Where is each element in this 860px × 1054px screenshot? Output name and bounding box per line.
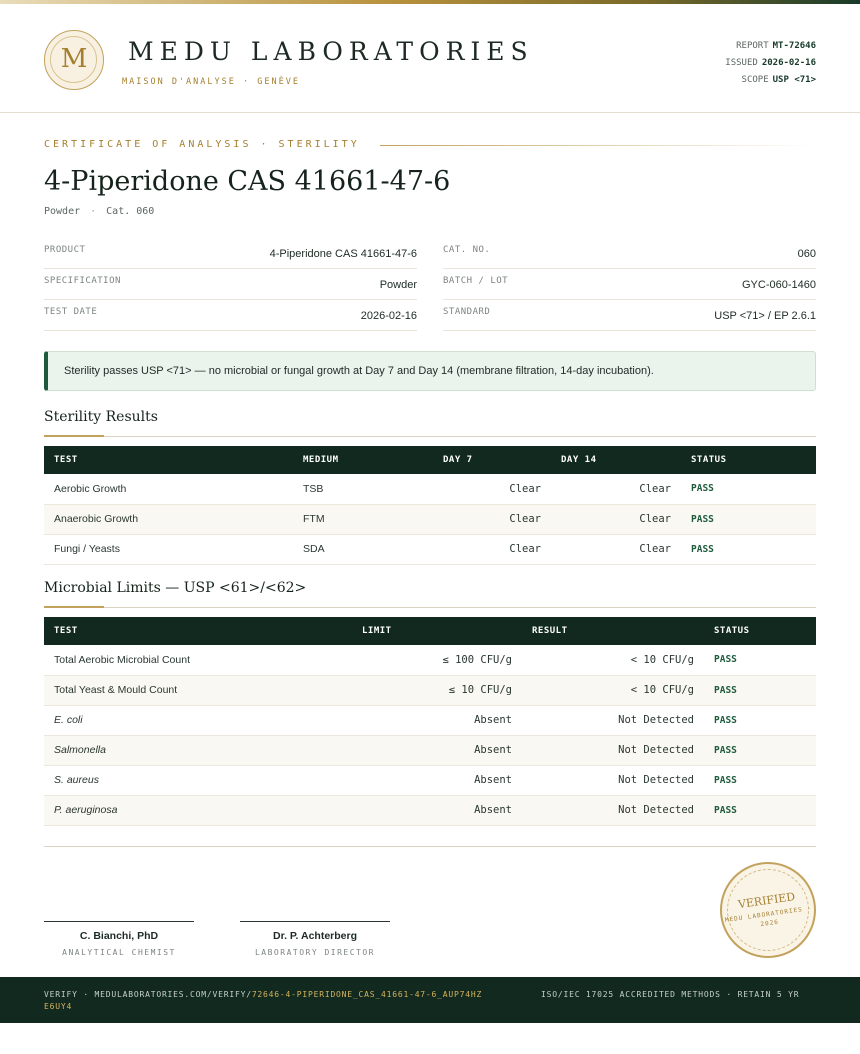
info-grid-right <box>443 238 816 331</box>
sterility-section-accent <box>44 435 104 437</box>
report-id: MT-72646 <box>772 41 816 51</box>
status-badge: PASS <box>681 534 816 564</box>
table-row: Fungi / Yeasts SDA Clear Clear PASS <box>44 534 816 564</box>
status-badge: PASS <box>704 645 816 675</box>
seal-subtitle: MEDU LABORATORIES · 2026 <box>724 904 813 929</box>
issued-line: ISSUED 2026-02-16 <box>725 58 816 68</box>
microbial-section-rule <box>44 607 816 608</box>
info-row-test-date: TEST DATE 2026-02-16 <box>44 300 417 331</box>
table-row: E. coli Absent Not Detected PASS <box>44 705 816 735</box>
sterility-section-rule <box>44 436 816 437</box>
signatory-name: Dr. P. Achterberg <box>272 930 358 942</box>
table-row: S. aureus Absent Not Detected PASS <box>44 765 816 795</box>
status-badge: PASS <box>681 504 816 534</box>
signatory-role: LABORATORY DIRECTOR <box>254 948 375 957</box>
page-header <box>0 4 860 113</box>
signature-divider <box>44 846 816 847</box>
table-row: Total Yeast & Mould Count ≤ 10 CFU/g < 10 CFU/g PASS <box>44 675 816 705</box>
table-row: Salmonella Absent Not Detected PASS <box>44 735 816 765</box>
report-id-line: REPORT MT-72646 <box>736 41 816 51</box>
verify-code: 72646-4-PIPERIDONE_CAS_41661-47-6_AUP74HZE6UY4 <box>44 990 483 1011</box>
sterility-section-title: Sterility Results <box>44 409 158 425</box>
table-row: Anaerobic Growth FTM Clear Clear PASS <box>44 504 816 534</box>
brand-tagline: MAISON D'ANALYSE · GENÈVE <box>122 77 300 87</box>
sterility-table <box>44 446 816 565</box>
table-row: P. aeruginosa Absent Not Detected PASS <box>44 795 816 825</box>
microbial-section-accent <box>44 606 104 608</box>
microbial-section-title: Microbial Limits — USP <61>/<62> <box>44 580 307 596</box>
info-row-cat-no: CAT. NO. 060 <box>443 238 816 269</box>
status-badge: PASS <box>704 795 816 825</box>
status-badge: PASS <box>704 675 816 705</box>
table-header-row: TEST MEDIUM DAY 7 DAY 14 STATUS <box>44 446 816 474</box>
report-meta <box>725 38 816 89</box>
microbial-limits-table <box>44 617 816 826</box>
verified-seal-icon <box>720 862 816 958</box>
signatory-role: ANALYTICAL CHEMIST <box>62 948 176 957</box>
product-catalog: Cat. 060 <box>106 206 155 217</box>
issued-date: 2026-02-16 <box>761 58 816 68</box>
table-header-row: TEST LIMIT RESULT STATUS <box>44 617 816 645</box>
kicker-divider <box>380 145 816 146</box>
scope-line: SCOPE USP <71> <box>741 75 816 85</box>
info-row-batch: BATCH / LOT GYC-060-1460 <box>443 269 816 300</box>
page-title: 4-Piperidone CAS 41661-47-6 <box>44 166 451 197</box>
signature-block-director <box>240 921 390 957</box>
certificate-kicker: CERTIFICATE OF ANALYSIS · STERILITY <box>44 139 360 150</box>
accreditation-note: ISO/IEC 17025 ACCREDITED METHODS · RETAIN 5 YR <box>541 990 800 999</box>
verify-link[interactable]: VERIFY · MEDULABORATORIES.COM/VERIFY/72646-4-PIPERIDONE_CAS_41661-47-6_AUP74HZE6UY4 <box>44 990 483 1011</box>
table-row: Aerobic Growth TSB Clear Clear PASS <box>44 474 816 504</box>
info-row-specification: SPECIFICATION Powder <box>44 269 417 300</box>
brand-name: MEDU LABORATORIES <box>128 37 534 66</box>
seal-title: VERIFIED <box>737 890 796 912</box>
status-badge: PASS <box>704 735 816 765</box>
status-badge: PASS <box>704 765 816 795</box>
status-badge: PASS <box>681 474 816 504</box>
brand-logo <box>44 30 104 90</box>
status-badge: PASS <box>704 705 816 735</box>
signature-block-chemist <box>44 921 194 957</box>
logo-letter: M <box>60 44 88 74</box>
page-footer <box>0 977 860 1023</box>
info-row-product: PRODUCT 4-Piperidone CAS 41661-47-6 <box>44 238 417 269</box>
signatory-name: C. Bianchi, PhD <box>79 930 159 942</box>
result-banner-text: Sterility passes USP <71> — no microbial or fungal growth at Day 7 and Day 14 (membrane filtration, 14-day incubation). <box>64 365 654 377</box>
result-banner <box>44 351 816 391</box>
product-form: Powder <box>44 206 81 217</box>
info-row-standard: STANDARD USP <71> / EP 2.6.1 <box>443 300 816 331</box>
table-row: Total Aerobic Microbial Count ≤ 100 CFU/g < 10 CFU/g PASS <box>44 645 816 675</box>
info-grid-left <box>44 238 417 331</box>
product-subtitle: Powder · Cat. 060 <box>44 206 155 217</box>
scope-value: USP <71> <box>772 75 816 85</box>
